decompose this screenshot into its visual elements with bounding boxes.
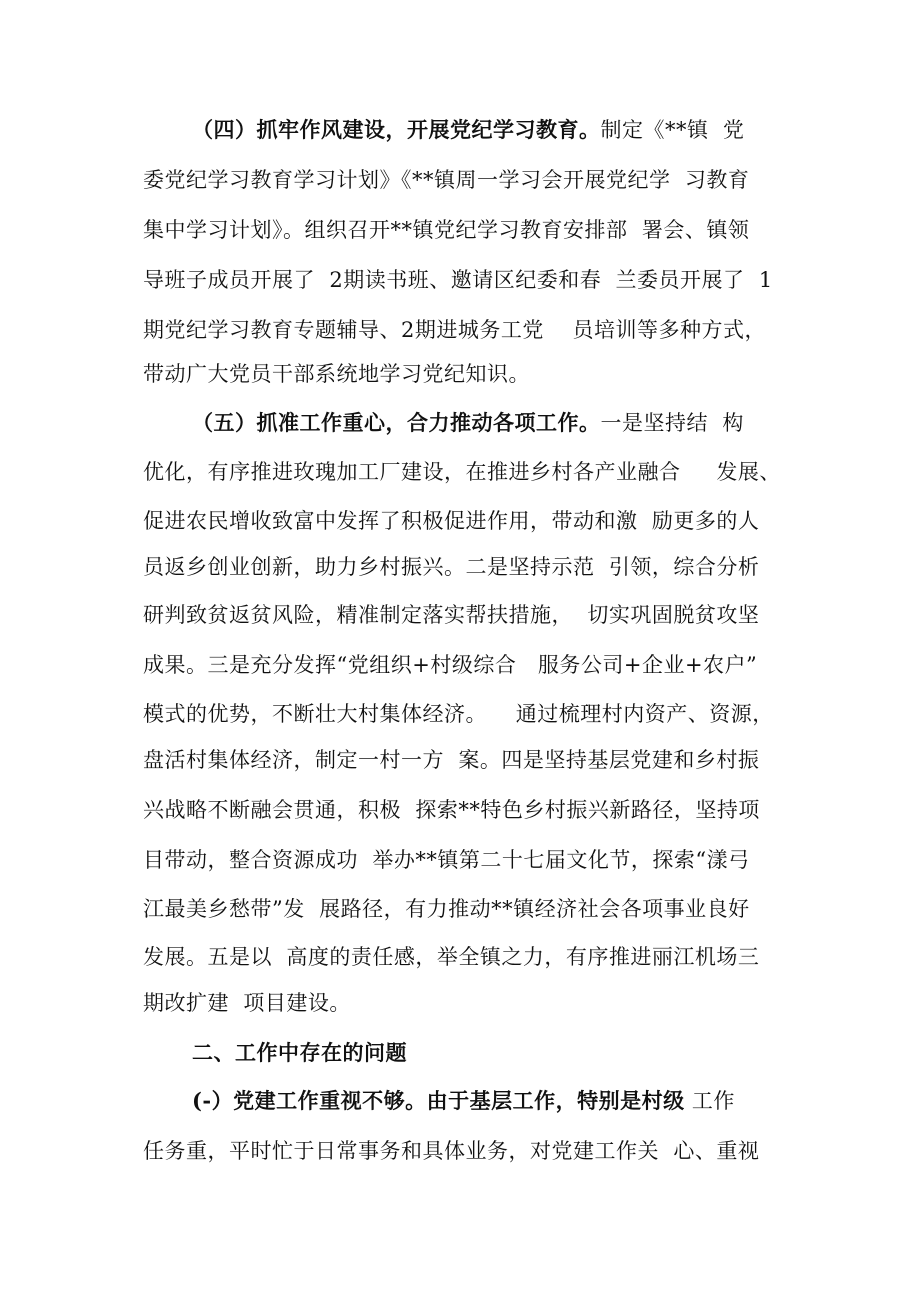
section4-line-1 (192, 112, 842, 148)
section4-line-2: 委党纪学习教育学习计划》《**镇周一学习会开展党纪学 习教育 (143, 168, 750, 192)
section5-line-11: 江最美乡愁带”发 展路径，有力推动**镇经济社会各项事业良好 (143, 897, 750, 921)
section4-line-6: 带动广大党员干部系统地学习党纪知识。 (143, 362, 530, 386)
section5-line-5: 研判致贫返贫风险，精准制定落实帮扶措施， 切实巩固脱贫攻坚 (143, 603, 760, 627)
problem1-text: 工作 (684, 1089, 735, 1113)
section5-line-7: 模式的优势，不断壮大村集体经济。 通过梳理村内资产、资源， (143, 702, 774, 726)
problem1-line-1 (192, 1083, 842, 1119)
section5-line-12: 发展。五是以 高度的责任感，举全镇之力，有序推进丽江机场三 (143, 945, 760, 969)
problem1-lead: (-）党建工作重视不够。由于基层工作，特别是村级 (192, 1088, 685, 1113)
section4-lead: （四）抓牢作风建设，开展党纪学习教育。 (192, 117, 601, 142)
section5-line-6: 成果。三是充分发挥“党组织+村级综合 服务公司+企业+农户” (143, 653, 758, 677)
section5-line-4: 员返乡创业创新，助力乡村振兴。二是坚持示范 引领，综合分析 (143, 555, 760, 579)
section4-line-3: 集中学习计划》。组织召开**镇党纪学习教育安排部 署会、镇领 (143, 218, 750, 242)
problem1-line-2: 任务重，平时忙于日常事务和具体业务，对党建工作关 心、重视 (143, 1139, 760, 1163)
section5-text: 一是坚持结 构 (600, 411, 744, 435)
section4-text: 制定《**镇 党 (600, 118, 745, 142)
section4-line-5: 期党纪学习教育专题辅导、2期进城务工党 员培训等多种方式， (143, 318, 767, 342)
section5-line-2: 优化，有序推进玫瑰加工厂建设，在推进乡村各产业融合 发展、 (143, 460, 781, 484)
section5-lead: （五）抓准工作重心，合力推动各项工作。 (192, 410, 601, 435)
section5-line-10: 目带动，整合资源成功 举办**镇第二十七届文化节，探索“漾弓 (143, 848, 750, 872)
section5-line-1 (192, 405, 842, 441)
section-heading: 二、工作中存在的问题 (192, 1041, 407, 1065)
section5-line-13: 期改扩建 项目建设。 (143, 991, 351, 1015)
section4-line-4: 导班子成员开展了 2期读书班、邀请区纪委和春 兰委员开展了 1 (143, 268, 773, 292)
section5-line-3: 促进农民增收致富中发挥了积极促进作用，带动和激 励更多的人 (143, 509, 760, 533)
section5-line-8: 盘活村集体经济，制定一村一方 案。四是坚持基层党建和乡村振 (143, 748, 760, 772)
section5-line-9: 兴战略不断融会贯通，积极 探索**特色乡村振兴新路径，坚持项 (143, 798, 760, 822)
